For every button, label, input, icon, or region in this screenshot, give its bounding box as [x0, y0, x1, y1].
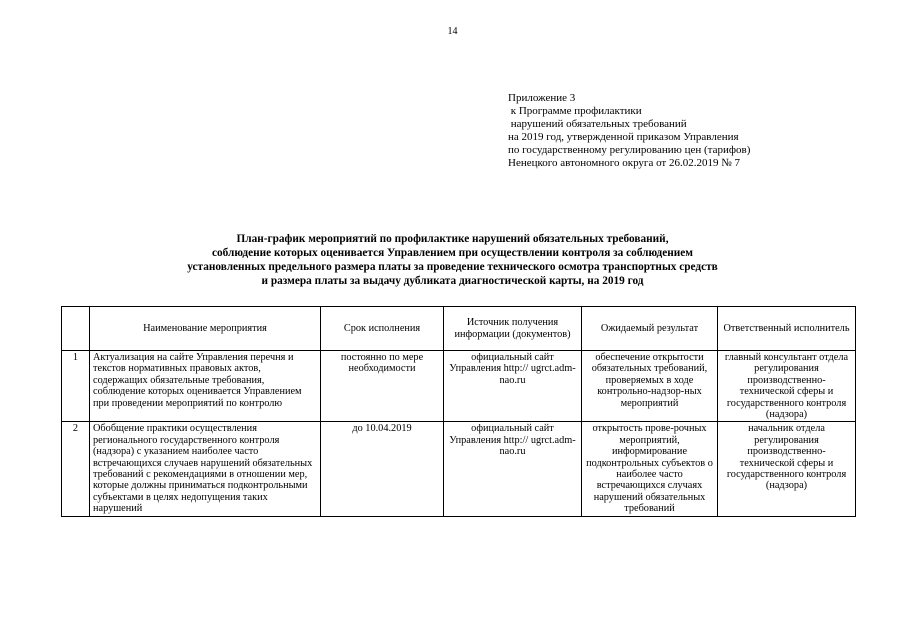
- cell-source: официальный сайт Управления http:// ugrct.adm-nao.ru: [444, 351, 582, 422]
- cell-num: 1: [62, 351, 90, 422]
- cell-result: обеспечение открытости обязательных требований, проверяемых в ходе контрольно-надзор-ных мероприятий: [582, 351, 718, 422]
- appendix-reference: [508, 92, 750, 170]
- cell-term: постоянно по мере необходимости: [321, 351, 444, 422]
- cell-responsible: главный консультант отдела регулирования производственно-технической сферы и государственного контроля (надзора): [718, 351, 856, 422]
- title-line: соблюдение которых оценивается Управлением при осуществлении контроля за соблюдением: [212, 247, 693, 259]
- appendix-line: нарушений обязательных требований: [508, 118, 687, 130]
- appendix-line: на 2019 год, утвержденной приказом Управления: [508, 131, 739, 143]
- document-title: [40, 232, 865, 288]
- title-line: и размера платы за выдачу дубликата диагностической карты, на 2019 год: [261, 275, 644, 287]
- cell-name: Обобщение практики осуществления регионального государственного контроля (надзора) с указанием наиболее часто встречающихся случаев нарушений обязательных требований с рекомендациями в отношении мер, которые должны приниматься подконтрольными субъектами в целях недопущения таких нарушений: [90, 422, 321, 516]
- header-term: Срок исполнения: [321, 307, 444, 351]
- cell-source: официальный сайт Управления http:// ugrct.adm-nao.ru: [444, 422, 582, 516]
- cell-name: Актуализация на сайте Управления перечня и текстов нормативных правовых актов, содержащих обязательные требования, соблюдение которых оценивается Управлением при проведении мероприятий по контролю: [90, 351, 321, 422]
- cell-term: до 10.04.2019: [321, 422, 444, 516]
- page-number: 14: [447, 26, 458, 37]
- table-header-row: [62, 307, 856, 351]
- table-row: [62, 351, 856, 422]
- header-source: Источник получения информации (документов): [444, 307, 582, 351]
- header-result: Ожидаемый результат: [582, 307, 718, 351]
- title-line: установленных предельного размера платы за проведение технического осмотра транспортных средств: [187, 261, 718, 273]
- appendix-line: к Программе профилактики: [508, 105, 642, 117]
- title-line: План-график мероприятий по профилактике нарушений обязательных требований,: [236, 233, 669, 245]
- header-responsible: Ответственный исполнитель: [718, 307, 856, 351]
- plan-table: [61, 306, 856, 517]
- table-row: [62, 422, 856, 516]
- appendix-line: по государственному регулированию цен (тарифов): [508, 144, 751, 156]
- cell-num: 2: [62, 422, 90, 516]
- appendix-line: Ненецкого автономного округа от 26.02.2019 № 7: [508, 157, 740, 169]
- cell-responsible: начальник отдела регулирования производственно-технической сферы и государственного контроля (надзора): [718, 422, 856, 516]
- appendix-line: Приложение 3: [508, 92, 576, 104]
- header-num: [62, 307, 90, 351]
- cell-result: открытость прове-рочных мероприятий, информирование подконтрольных субъектов о наиболее часто встречающихся случаях нарушений обязательных требований: [582, 422, 718, 516]
- header-name: Наименование мероприятия: [90, 307, 321, 351]
